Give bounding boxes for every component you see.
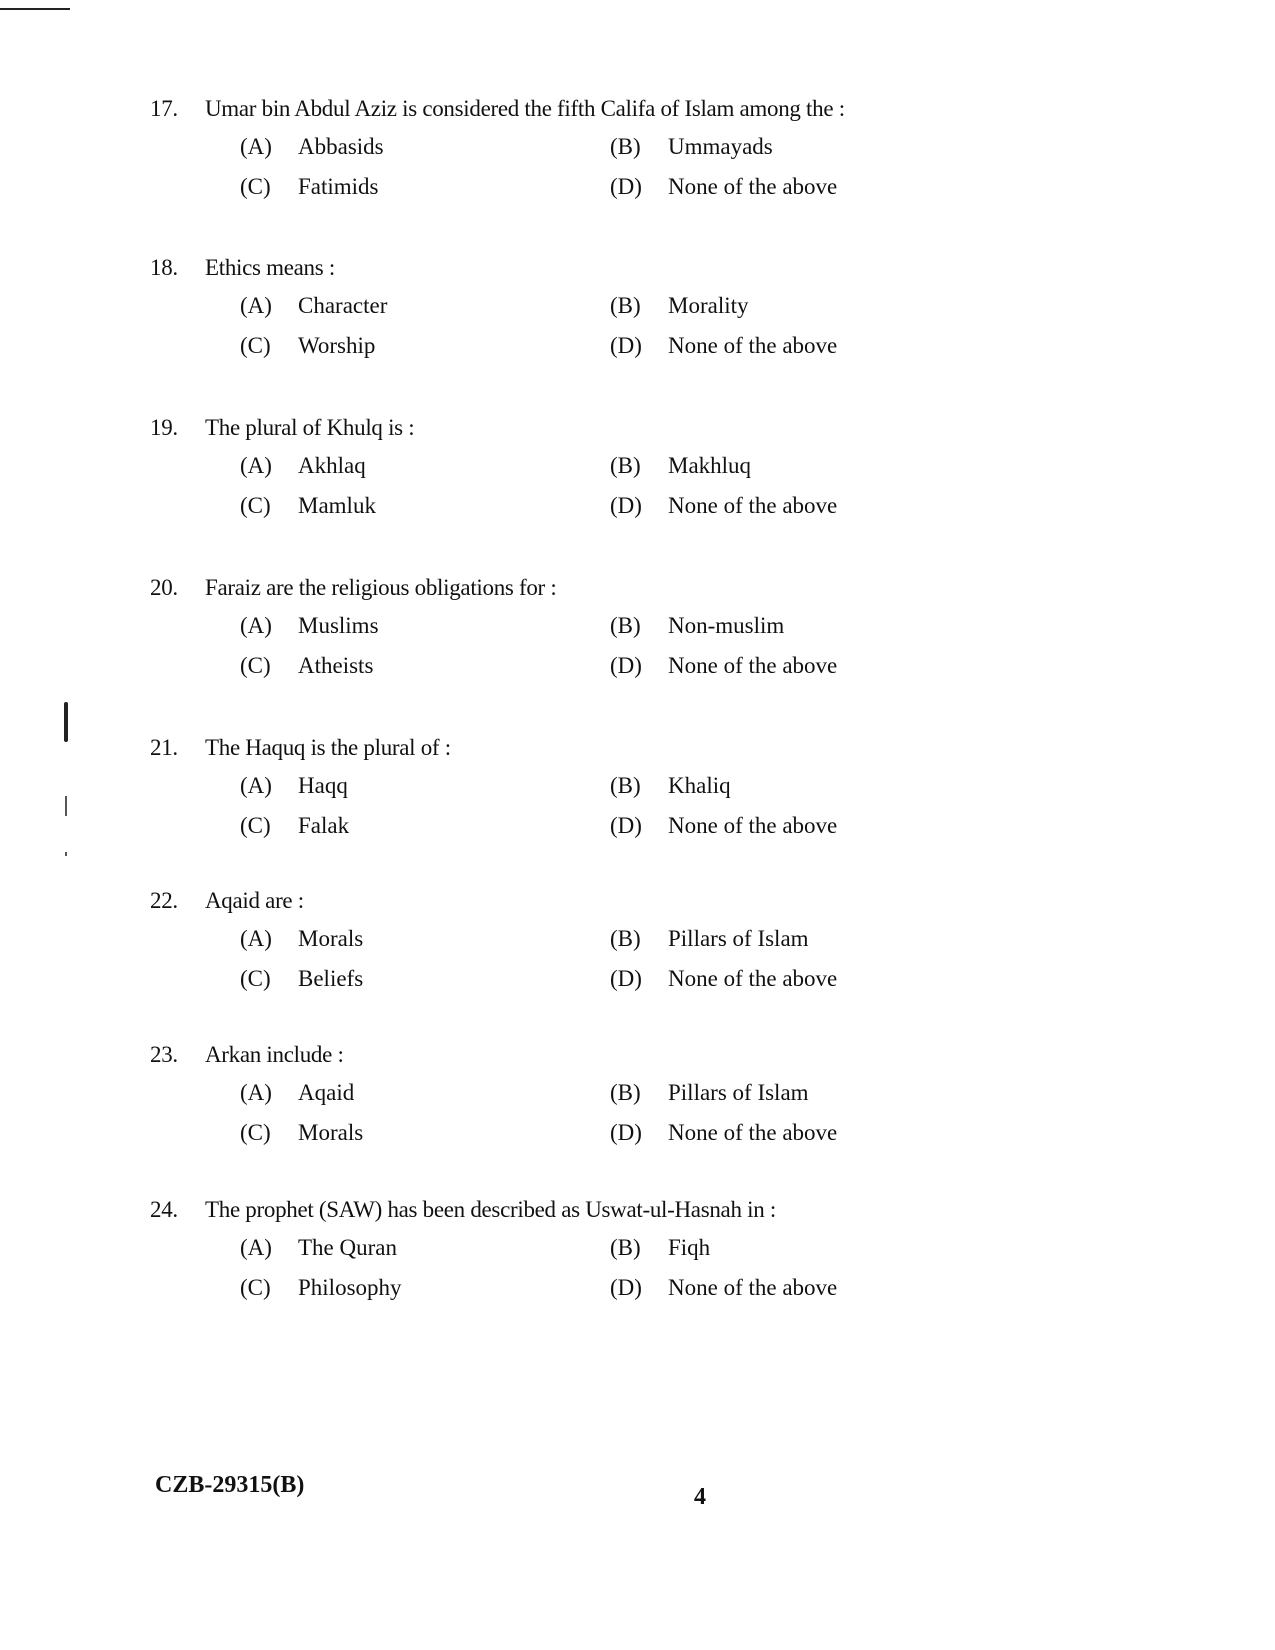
option-text: Abbasids — [298, 134, 384, 159]
option-text: Khaliq — [668, 773, 731, 798]
question-24 — [150, 1195, 950, 1303]
option-letter: (C) — [240, 1275, 271, 1300]
question-text: The Haquq is the plural of : — [205, 735, 451, 760]
option-a — [240, 291, 610, 321]
option-letter: (B) — [610, 773, 641, 798]
option-d — [610, 811, 910, 841]
question-text: The prophet (SAW) has been described as Uswat-ul-Hasnah in : — [205, 1197, 776, 1222]
option-letter: (A) — [240, 1235, 272, 1260]
option-letter: (A) — [240, 926, 272, 951]
option-a — [240, 771, 610, 801]
top-rule — [0, 8, 70, 10]
option-letter: (B) — [610, 1235, 641, 1260]
options-grid — [240, 611, 950, 681]
option-text: Character — [298, 293, 388, 318]
question-number: 24. — [150, 1197, 178, 1222]
option-text: None of the above — [668, 1275, 838, 1300]
option-letter: (D) — [610, 174, 642, 199]
option-letter: (B) — [610, 1080, 641, 1105]
option-text: None of the above — [668, 174, 838, 199]
option-letter: (B) — [610, 926, 641, 951]
option-text: Non-muslim — [668, 613, 785, 638]
option-letter: (C) — [240, 1120, 271, 1145]
question-23 — [150, 1040, 950, 1148]
question-text: Ethics means : — [205, 255, 335, 280]
option-text: Morals — [298, 926, 364, 951]
options-grid — [240, 924, 950, 994]
question-number: 17. — [150, 96, 178, 121]
option-letter: (A) — [240, 293, 272, 318]
option-text: Morals — [298, 1120, 364, 1145]
option-text: Philosophy — [298, 1275, 402, 1300]
options-grid — [240, 291, 950, 361]
paper-code: CZB-29315(B) — [155, 1472, 305, 1498]
option-text: Atheists — [298, 653, 374, 678]
option-letter: (D) — [610, 493, 642, 518]
question-text: The plural of Khulq is : — [205, 415, 415, 440]
option-text: None of the above — [668, 966, 838, 991]
option-letter: (D) — [610, 1120, 642, 1145]
option-c — [240, 964, 610, 994]
option-b — [610, 924, 910, 954]
option-letter: (A) — [240, 613, 272, 638]
option-c — [240, 172, 610, 202]
option-text: None of the above — [668, 1120, 838, 1145]
question-20 — [150, 573, 950, 681]
option-text: The Quran — [298, 1235, 397, 1260]
option-letter: (B) — [610, 293, 641, 318]
option-c — [240, 491, 610, 521]
options-grid — [240, 1233, 950, 1303]
option-text: Mamluk — [298, 493, 376, 518]
option-letter: (B) — [610, 613, 641, 638]
option-text: None of the above — [668, 653, 838, 678]
option-text: Aqaid — [298, 1080, 355, 1105]
option-text: Akhlaq — [298, 453, 366, 478]
option-text: Fatimids — [298, 174, 379, 199]
option-letter: (A) — [240, 134, 272, 159]
options-grid — [240, 771, 950, 841]
option-a — [240, 1233, 610, 1263]
option-letter: (C) — [240, 493, 271, 518]
option-d — [610, 172, 910, 202]
option-text: Beliefs — [298, 966, 364, 991]
option-letter: (B) — [610, 453, 641, 478]
option-letter: (C) — [240, 333, 271, 358]
option-c — [240, 811, 610, 841]
option-c — [240, 651, 610, 681]
option-letter: (D) — [610, 333, 642, 358]
options-grid — [240, 1078, 950, 1148]
option-letter: (B) — [610, 134, 641, 159]
question-number: 22. — [150, 888, 178, 913]
options-grid — [240, 132, 950, 202]
question-21 — [150, 733, 950, 841]
option-d — [610, 964, 910, 994]
question-number: 21. — [150, 735, 178, 760]
option-text: Pillars of Islam — [668, 926, 809, 951]
option-b — [610, 1233, 910, 1263]
option-letter: (C) — [240, 813, 271, 838]
option-a — [240, 451, 610, 481]
option-text: Ummayads — [668, 134, 773, 159]
question-18 — [150, 253, 950, 361]
question-text: Arkan include : — [205, 1042, 344, 1067]
options-grid — [240, 451, 950, 521]
option-d — [610, 651, 910, 681]
option-c — [240, 1118, 610, 1148]
option-a — [240, 924, 610, 954]
option-d — [610, 331, 910, 361]
option-letter: (A) — [240, 1080, 272, 1105]
margin-mark — [65, 796, 67, 816]
option-d — [610, 1273, 910, 1303]
question-number: 23. — [150, 1042, 178, 1067]
question-19 — [150, 413, 950, 521]
option-letter: (D) — [610, 1275, 642, 1300]
option-text: Haqq — [298, 773, 348, 798]
option-letter: (C) — [240, 966, 271, 991]
option-d — [610, 1118, 910, 1148]
question-text: Aqaid are : — [205, 888, 304, 913]
option-a — [240, 611, 610, 641]
option-text: Makhluq — [668, 453, 752, 478]
option-text: Falak — [298, 813, 350, 838]
option-c — [240, 331, 610, 361]
question-22 — [150, 886, 950, 994]
option-c — [240, 1273, 610, 1303]
option-b — [610, 771, 910, 801]
option-letter: (D) — [610, 653, 642, 678]
question-number: 20. — [150, 575, 178, 600]
option-text: Pillars of Islam — [668, 1080, 809, 1105]
option-text: Worship — [298, 333, 376, 358]
page-number: 4 — [694, 1484, 706, 1510]
margin-mark — [65, 852, 67, 856]
option-b — [610, 451, 910, 481]
question-number: 19. — [150, 415, 178, 440]
option-letter: (A) — [240, 773, 272, 798]
option-letter: (C) — [240, 174, 271, 199]
option-b — [610, 291, 910, 321]
option-letter: (D) — [610, 813, 642, 838]
option-text: Fiqh — [668, 1235, 711, 1260]
option-text: None of the above — [668, 493, 838, 518]
option-b — [610, 132, 910, 162]
option-text: Muslims — [298, 613, 379, 638]
option-b — [610, 1078, 910, 1108]
option-letter: (D) — [610, 966, 642, 991]
question-text: Faraiz are the religious obligations for : — [205, 575, 557, 600]
option-a — [240, 132, 610, 162]
margin-mark — [64, 702, 68, 742]
option-d — [610, 491, 910, 521]
question-text: Umar bin Abdul Aziz is considered the fifth Califa of Islam among the : — [205, 96, 845, 121]
question-17 — [150, 94, 950, 202]
option-text: None of the above — [668, 333, 838, 358]
option-letter: (A) — [240, 453, 272, 478]
option-text: None of the above — [668, 813, 838, 838]
option-text: Morality — [668, 293, 749, 318]
option-b — [610, 611, 910, 641]
option-a — [240, 1078, 610, 1108]
option-letter: (C) — [240, 653, 271, 678]
question-number: 18. — [150, 255, 178, 280]
